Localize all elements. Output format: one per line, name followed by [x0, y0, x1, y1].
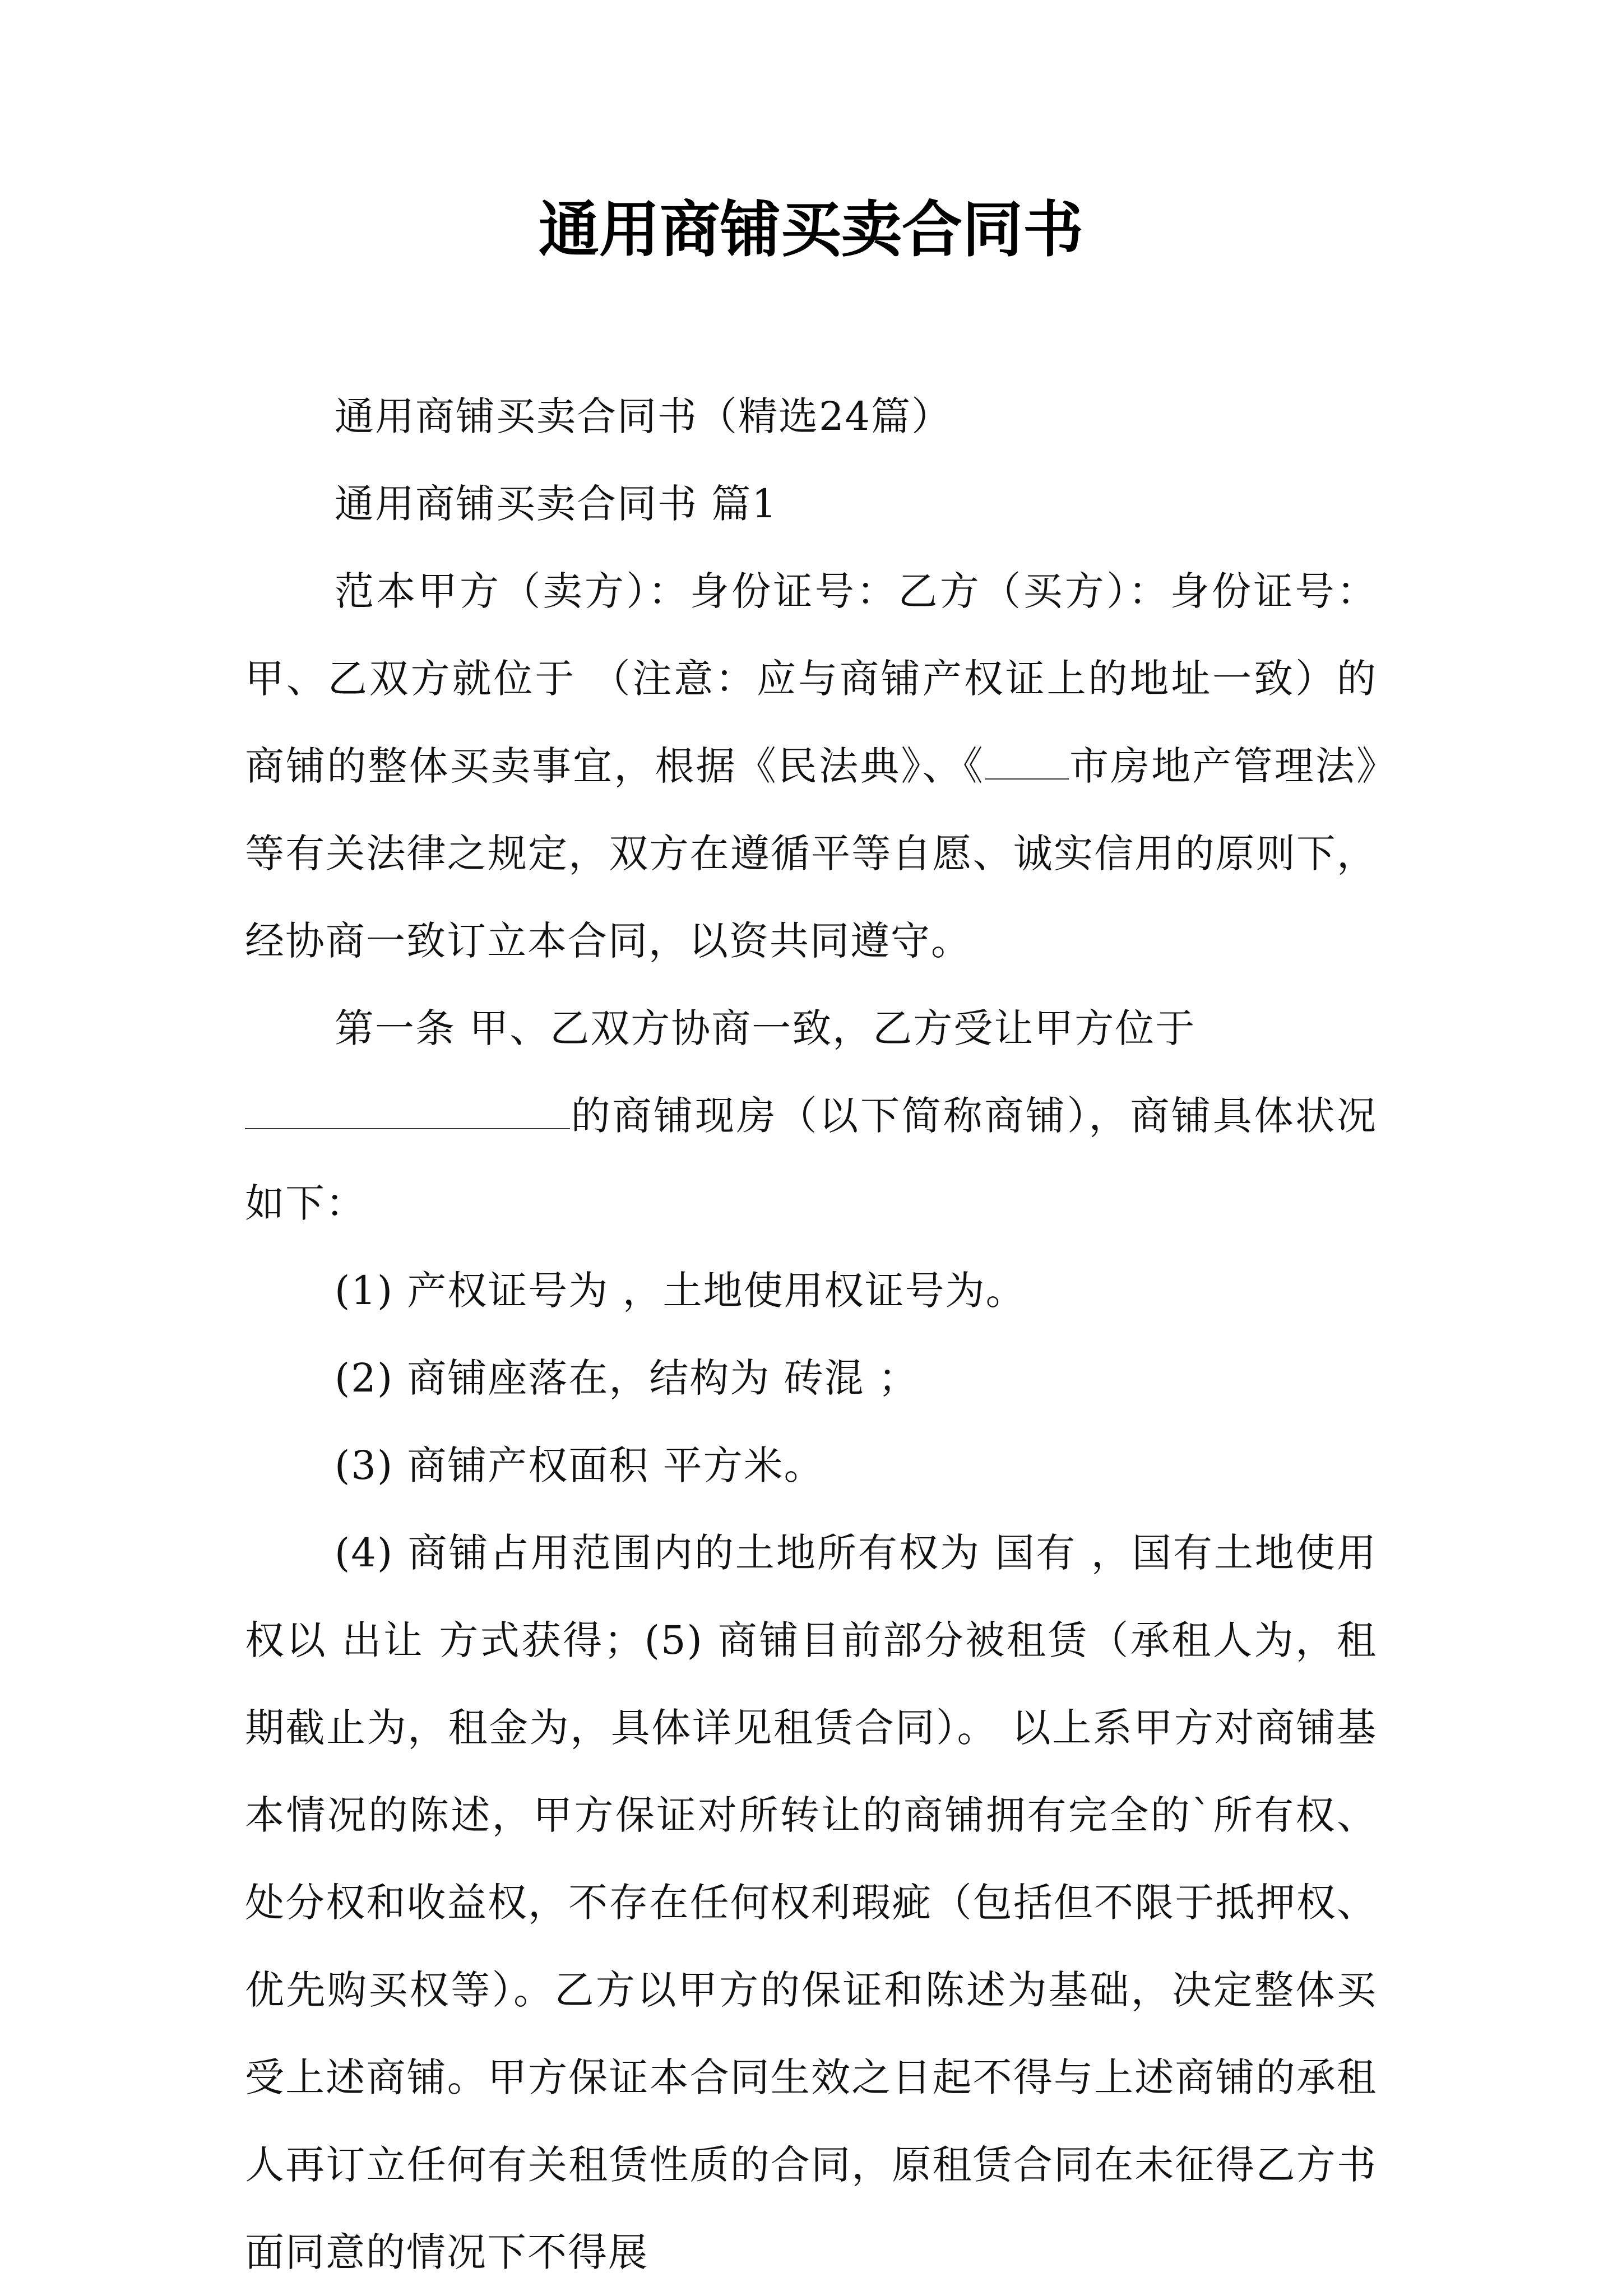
blank-line — [245, 1089, 570, 1129]
article-1-part1: 第一条 甲、乙双方协商一致，乙方受让甲方位于 — [335, 1005, 1196, 1051]
document-title: 通用商铺买卖合同书 — [538, 194, 1083, 265]
article-1 — [245, 985, 1377, 1247]
item-1: (1) 产权证号为 ，土地使用权证号为。 — [335, 1268, 1026, 1314]
paragraph-intro-part1: 范本甲方（卖方）：身份证号：乙方（买方）：身份证号：甲、乙双方就位于 （注意：应与商铺产权证上的地址一致）的商铺的整体买卖事宜，根据《民法典》、《 — [245, 568, 1377, 789]
item-4: (4) 商铺占用范围内的土地所有权为 国有 ，国有土地使用权以 出让 方式获得；(5) 商铺目前部分被租赁（承租人为，租期截止为，租金为，具体详见租赁合同）。 以上系甲方对商铺基本情况的陈述，甲方保证对所转让的商铺拥有完全的`所有权、处分权和收益权，不存在任何权利瑕疵（包括但不限于抵押权、优先购买权等）。乙方以甲方的保证和陈述为基础，决定整体买受上述商铺。甲方保证本合同生效之日起不得与上述商铺的承租人再订立任何有关租赁性质的合同，原租赁合同在未征得乙方书面同意的情况下不得展 — [245, 1530, 1377, 2275]
paragraph-intro-part2: 市房地产管理法》等有关法律之规定，双方在遵循平等自愿、诚实信用的原则下，经协商一致订立本合同，以资共同遵守。 — [245, 743, 1378, 964]
section-heading: 通用商铺买卖合同书 篇1 — [335, 481, 778, 527]
paragraph-intro — [245, 548, 1377, 985]
blank-line — [985, 745, 1069, 780]
document-subtitle: 通用商铺买卖合同书（精选24篇） — [335, 393, 952, 439]
item-3: (3) 商铺产权面积 平方米。 — [335, 1442, 824, 1488]
document-body — [245, 373, 1377, 2296]
item-2: (2) 商铺座落在，结构为 砖混 ； — [335, 1355, 919, 1401]
article-1-part2: 的商铺现房（以下简称商铺），商铺具体状况如下： — [245, 1093, 1377, 1226]
